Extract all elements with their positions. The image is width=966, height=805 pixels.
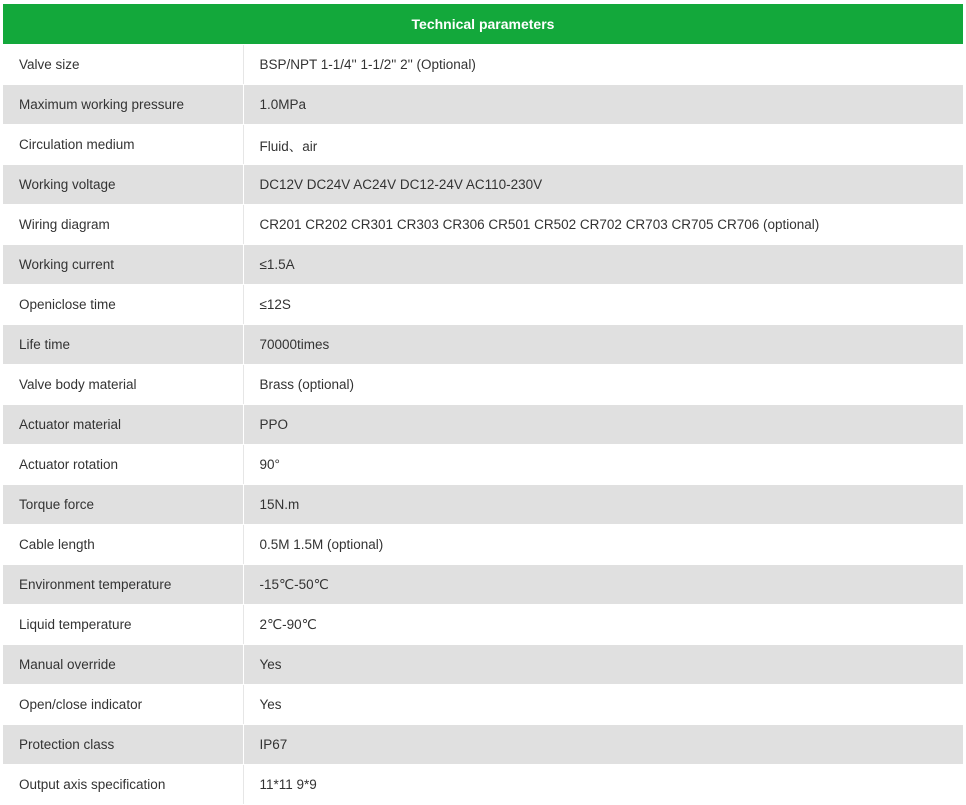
param-value: PPO (243, 405, 963, 445)
table-row (3, 325, 963, 365)
table-row (3, 765, 963, 805)
table-row (3, 565, 963, 605)
param-label: Maximum working pressure (3, 85, 243, 125)
param-label: Working current (3, 245, 243, 285)
param-value: Fluid、air (243, 125, 963, 165)
param-value: BSP/NPT 1-1/4'' 1-1/2'' 2'' (Optional) (243, 45, 963, 85)
table-row (3, 725, 963, 765)
param-label: Actuator material (3, 405, 243, 445)
param-value: -15℃-50℃ (243, 565, 963, 605)
param-label: Environment temperature (3, 565, 243, 605)
param-value: 1.0MPa (243, 85, 963, 125)
table-row (3, 445, 963, 485)
table-row (3, 125, 963, 165)
param-label: Cable length (3, 525, 243, 565)
param-label: Valve body material (3, 365, 243, 405)
param-value: Yes (243, 645, 963, 685)
table-row (3, 285, 963, 325)
param-value: IP67 (243, 725, 963, 765)
table-row (3, 525, 963, 565)
param-label: Wiring diagram (3, 205, 243, 245)
param-label: Protection class (3, 725, 243, 765)
table-row (3, 485, 963, 525)
param-value: 90° (243, 445, 963, 485)
table-row (3, 245, 963, 285)
table-row (3, 645, 963, 685)
param-label: Circulation medium (3, 125, 243, 165)
table-row (3, 685, 963, 725)
param-value: 11*11 9*9 (243, 765, 963, 805)
table-title: Technical parameters (3, 4, 963, 45)
param-value: ≤12S (243, 285, 963, 325)
param-value: 70000times (243, 325, 963, 365)
table-row (3, 205, 963, 245)
table-header-row (3, 4, 963, 45)
table-row (3, 85, 963, 125)
param-label: Open/close indicator (3, 685, 243, 725)
param-label: Manual override (3, 645, 243, 685)
param-value: 15N.m (243, 485, 963, 525)
param-value: 2℃-90℃ (243, 605, 963, 645)
table-body (3, 45, 963, 805)
param-value: CR201 CR202 CR301 CR303 CR306 CR501 CR502 CR702 CR703 CR705 CR706 (optional) (243, 205, 963, 245)
param-label: Liquid temperature (3, 605, 243, 645)
param-value: 0.5M 1.5M (optional) (243, 525, 963, 565)
table-row (3, 165, 963, 205)
param-value: Yes (243, 685, 963, 725)
param-label: Torque force (3, 485, 243, 525)
table-row (3, 405, 963, 445)
table-row (3, 605, 963, 645)
technical-parameters-table (3, 4, 963, 805)
param-value: ≤1.5A (243, 245, 963, 285)
param-value: DC12V DC24V AC24V DC12-24V AC110-230V (243, 165, 963, 205)
param-label: Valve size (3, 45, 243, 85)
param-label: Life time (3, 325, 243, 365)
param-label: Actuator rotation (3, 445, 243, 485)
param-label: Output axis specification (3, 765, 243, 805)
table-row (3, 45, 963, 85)
param-label: Working voltage (3, 165, 243, 205)
param-value: Brass (optional) (243, 365, 963, 405)
param-label: Openiclose time (3, 285, 243, 325)
table-row (3, 365, 963, 405)
